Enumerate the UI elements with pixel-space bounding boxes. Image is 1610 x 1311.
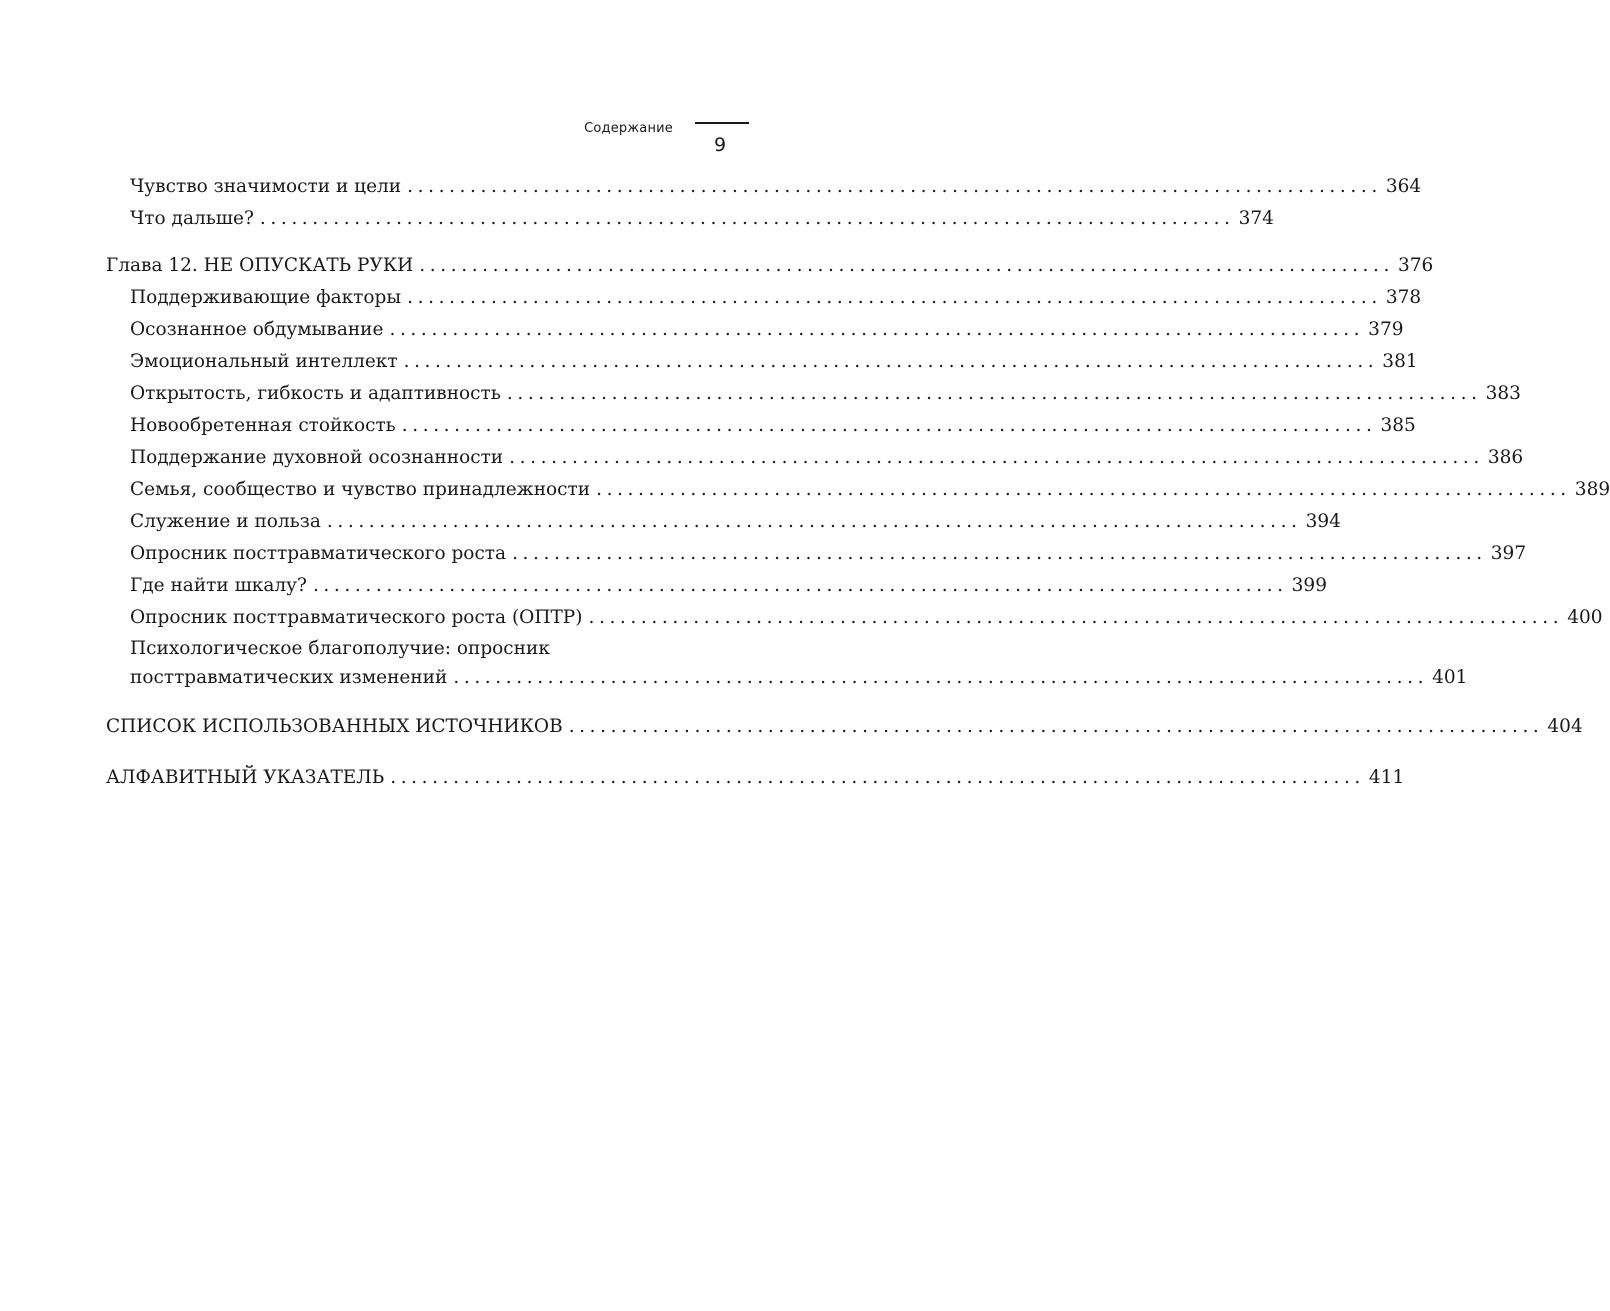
toc-entry-page: 364 [1385,176,1422,197]
dot-leader: ............................................................................................. [259,208,1235,229]
toc-entry[interactable] [106,203,1274,235]
toc-entry-title: Эмоциональный интеллект [130,351,398,372]
toc-entry-title: Семья, сообщество и чувство принадлежности [130,479,591,500]
page-number-rule [695,122,749,124]
toc-entry-title: Где найти шкалу? [130,575,307,596]
toc-entry-page: 381 [1382,351,1418,372]
dot-leader: ............................................................................................. [509,447,1484,468]
toc-entry[interactable] [106,506,1341,538]
toc-entry[interactable] [106,602,1603,634]
page-number: 9 [714,134,727,156]
toc-entry-title: Чувство значимости и цели [130,176,402,197]
dot-leader: ............................................................................................. [312,575,1288,596]
toc-entry-title: Открытость, гибкость и адаптивность [130,383,501,404]
toc-entry-page: 378 [1385,287,1422,308]
toc-entry-page: 389 [1574,479,1610,500]
toc-entry[interactable] [106,314,1404,346]
dot-leader: ............................................................................................. [326,511,1302,532]
dot-leader: ............................................................................................. [419,255,1394,276]
toc-entry-page: 397 [1490,543,1527,564]
toc-entry-page: 411 [1368,767,1405,788]
toc-entry[interactable] [106,171,1422,203]
dot-leader: ............................................................................................. [407,287,1382,308]
toc-chapter-page: 376 [1398,255,1434,276]
toc-entry-page: 374 [1238,208,1274,229]
toc-entry-page: 386 [1487,447,1524,468]
toc-chapter-title: Глава 12. НЕ ОПУСКАТЬ РУКИ [106,255,414,276]
table-of-contents [106,171,1610,794]
dot-leader: ............................................................................................. [401,415,1377,436]
toc-entry-page: 401 [1432,667,1468,688]
running-head: Содержание [584,121,673,136]
toc-entry-page: 404 [1547,716,1583,737]
toc-entry-title: Опросник посттравматического роста [130,543,507,564]
toc-entry[interactable] [106,442,1524,474]
toc-entry-title: Поддерживающие факторы [130,287,402,308]
toc-entry-title: Опросник посттравматического роста (ОПТР) [130,607,583,628]
toc-back-matter-entry[interactable] [106,711,1583,743]
toc-entry-page: 400 [1567,607,1603,628]
toc-entry[interactable] [106,346,1418,378]
toc-entry-title: Что дальше? [130,208,254,229]
toc-entry[interactable] [106,570,1327,602]
toc-entry-last-line [130,663,1468,692]
toc-chapter-entry[interactable] [106,252,1434,280]
toc-entry-title: АЛФАВИТНЫЙ УКАЗАТЕЛЬ [106,767,385,788]
toc-entry[interactable] [106,282,1422,314]
dot-leader: ............................................................................................. [403,351,1379,372]
dot-leader: ............................................................................................. [596,479,1571,500]
dot-leader: ............................................................................................. [512,543,1487,564]
dot-leader: ............................................................................................. [506,383,1482,404]
dot-leader: ............................................................................................. [389,319,1365,340]
toc-entry[interactable] [106,410,1416,442]
toc-entry-page: 383 [1485,383,1521,404]
toc-entry-title: Служение и польза [130,511,321,532]
toc-entry-page: 399 [1291,575,1327,596]
toc-entry-page: 394 [1305,511,1341,532]
toc-entry-page: 385 [1380,415,1416,436]
toc-entry-title: Поддержание духовной осознанности [130,447,504,468]
toc-entry[interactable] [106,378,1521,410]
toc-entry-title-line2: посттравматических изменений [130,667,448,688]
dot-leader: ............................................................................................. [453,667,1429,688]
toc-entry-title-line1: Психологическое благополучие: опросник [130,638,550,659]
dot-leader: ............................................................................................. [588,607,1564,628]
toc-entry-multiline[interactable] [106,634,1468,692]
toc-entry-title: СПИСОК ИСПОЛЬЗОВАННЫХ ИСТОЧНИКОВ [106,716,563,737]
toc-entry[interactable] [106,474,1610,506]
toc-entry-title: Осознанное обдумывание [130,319,384,340]
toc-entry-page: 379 [1368,319,1404,340]
dot-leader: ............................................................................................. [568,716,1544,737]
toc-entry-title: Новообретенная стойкость [130,415,396,436]
dot-leader: ............................................................................................. [407,176,1382,197]
toc-entry[interactable] [106,538,1527,570]
dot-leader: ............................................................................................. [390,767,1365,788]
toc-back-matter-entry[interactable] [106,762,1405,794]
